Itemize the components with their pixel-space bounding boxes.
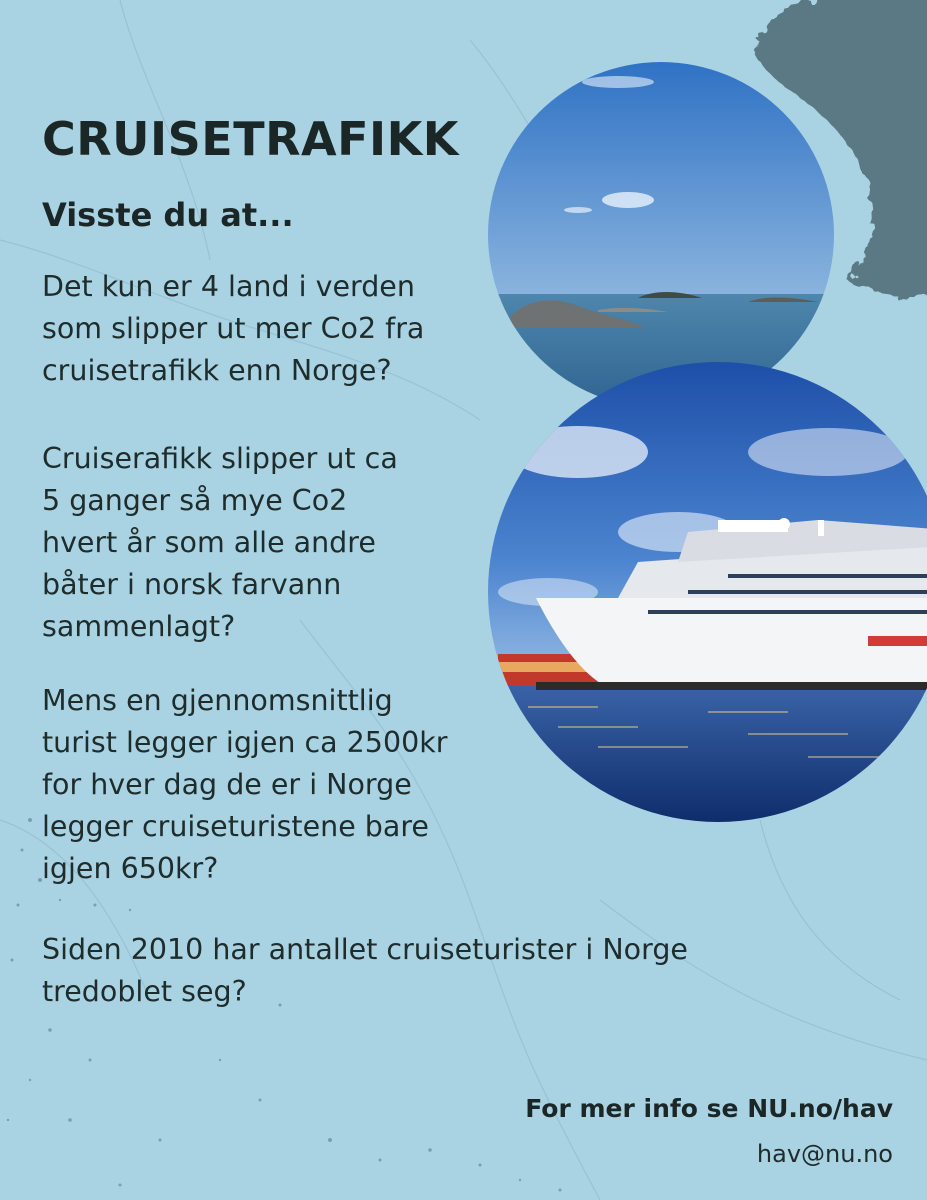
fact-paragraph-3: Mens en gjennomsnittlig turist legger igjen ca 2500kr for hver dag de er i Norge legger cruiseturistene bare igjen 650kr? — [42, 684, 448, 885]
sea-islands-photo — [488, 62, 834, 408]
poster-title: CRUISETRAFIKK — [42, 112, 459, 166]
fact-paragraph-4: Siden 2010 har antallet cruiseturister i Norge tredoblet seg? — [42, 933, 688, 1008]
poster-subtitle: Visste du at... — [42, 196, 294, 234]
footer-email[interactable]: hav@nu.no — [756, 1140, 893, 1168]
cruise-ship-photo — [488, 362, 927, 822]
fact-paragraph-2: Cruiserafikk slipper ut ca 5 ganger så mye Co2 hvert år som alle andre båter i norsk farvann sammenlagt? — [42, 442, 398, 643]
footer-info-link[interactable]: For mer info se NU.no/hav — [525, 1094, 893, 1123]
fact-paragraph-1: Det kun er 4 land i verden som slipper ut mer Co2 fra cruisetrafikk enn Norge? — [42, 270, 425, 387]
